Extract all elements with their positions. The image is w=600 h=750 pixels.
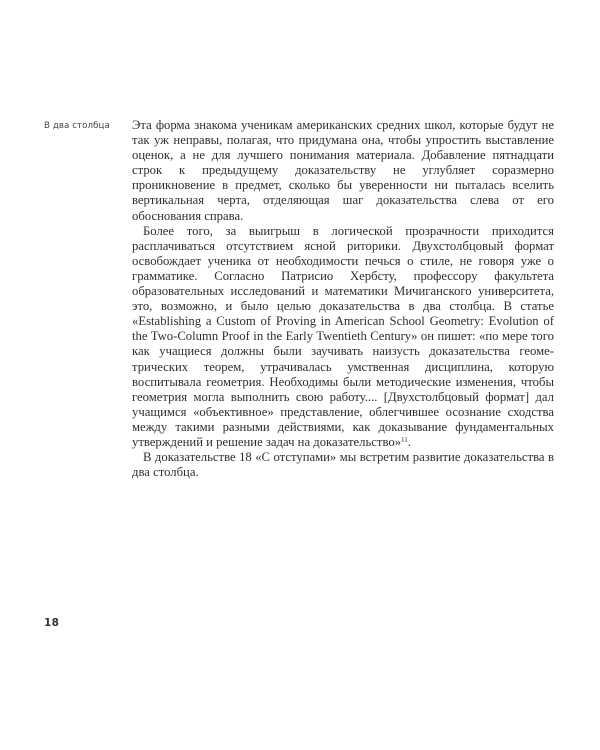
paragraph-2 — [132, 224, 554, 450]
paragraph-2-end: . — [407, 434, 411, 449]
body-text — [132, 118, 554, 480]
paragraph-2-text: Более того, за выигрыш в логической прозрачности приходится расплачиваться отсутствием ясной риторики. Двухстолбцовый формат освобождает ученика от необходимости печься о стиле, не говоря уже о грамматике. Согласно Патрисио Хербсту, профессору факультета образовательных исследований и математики Мичиганского университета, это, возможно, и было целью доказательства в два столбца. В статье «Establishing a Custom of Proving in American School Geometry: Evolution of the Two-Column Proof in the Early Twentieth Century» он пишет: «по мере того как учащиеся должны были заучивать наизусть доказательства геометрических теорем, утрачивалась умственная дисциплина, которую воспитывала геометрия. Необходимы были методические изменения, чтобы геометрия могла выполнить свою работу.... [Двухстолбцовый формат] дал учащимся «объективное» представление, облегчившее осознание сходства между такими разными действиями, как доказывание фундаментальных утверждений и решение задач на доказательство» — [132, 223, 554, 449]
page-number: 18 — [44, 617, 60, 629]
paragraph-3: В доказательстве 18 «С отступами» мы встретим развитие доказательства в два столбца. — [132, 450, 554, 480]
paragraph-1: Эта форма знакома ученикам американских средних школ, которые будут не так уж неправы, полагая, что придумана она, чтобы упростить выставление оценок, а не для лучшего понимания материала. Добавление пятнадцати строк к предыдущему доказательству не углубляет соразмерно проникновение в предмет, сколько бы уверенности ни пыталась вселить вертикальная черта, отделяющая шаг доказательства слева от его обоснования справа. — [132, 118, 554, 223]
sidebar-heading: В два столбца — [44, 121, 110, 131]
footnote-marker: 11 — [401, 435, 408, 444]
